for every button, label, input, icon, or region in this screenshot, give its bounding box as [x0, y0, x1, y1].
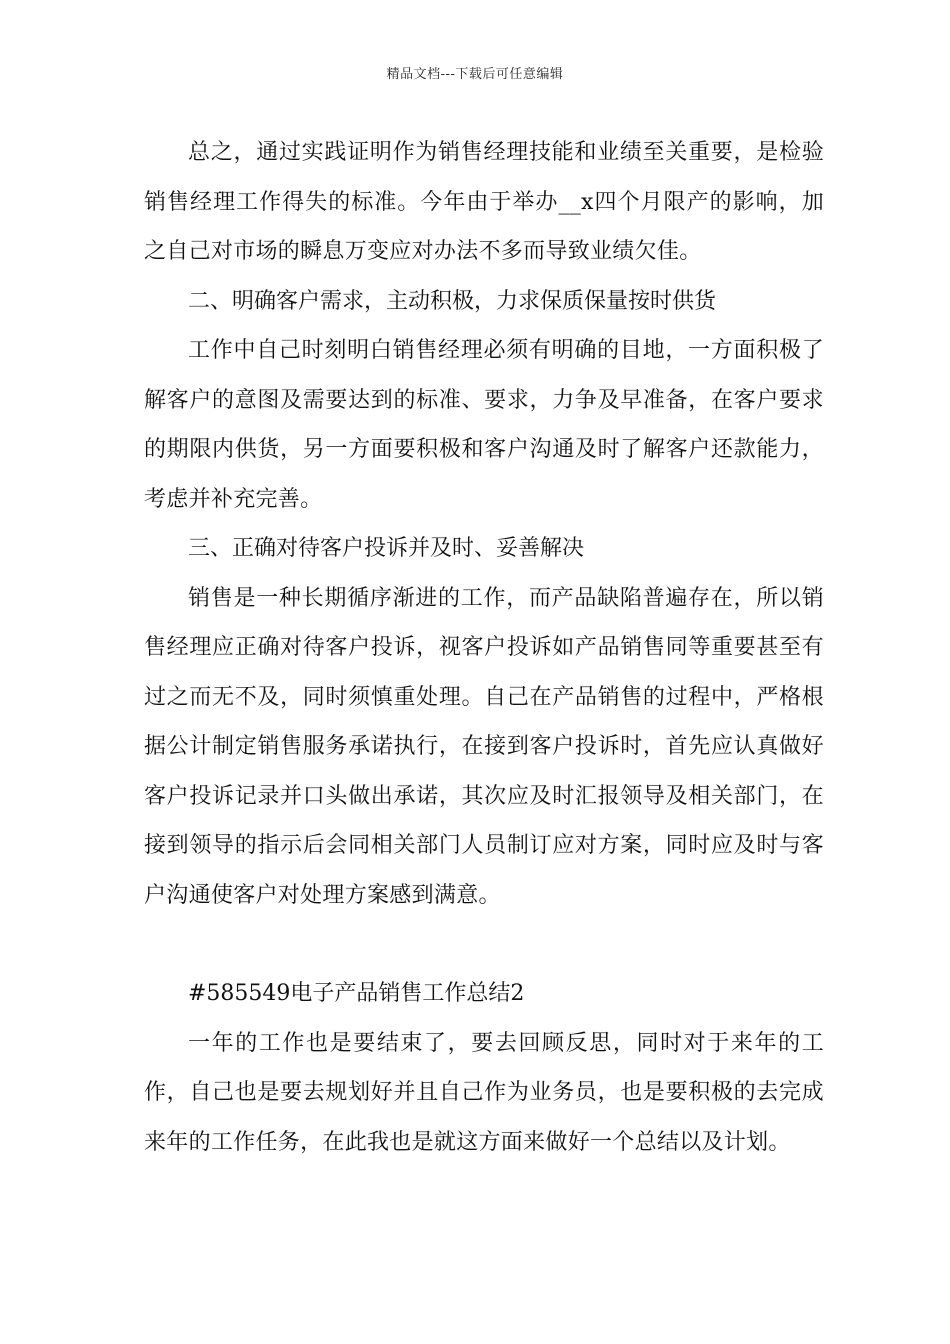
paragraph-summary: 总之，通过实践证明作为销售经理技能和业绩至关重要，是检验销售经理工作得失的标准。今年由于举办__x四个月限产的影响，加之自己对市场的瞬息万变应对办法不多而导致业绩欠佳。 — [144, 140, 824, 264]
section-spacer — [144, 920, 824, 969]
section-heading-complaints: 三、正确对待客户投诉并及时、妥善解决 — [188, 536, 585, 561]
paragraph-complaints: 销售是一种长期循序渐进的工作，而产品缺陷普遍存在，所以销售经理应正确对待客户投诉，视客户投诉如产品销售同等重要甚至有过之而无不及，同时须慎重处理。自己在产品销售的过程中，严格根据公计制定销售服务承诺执行，在接到客户投诉时，首先应认真做好客户投诉记录并口头做出承诺，其次应及时汇报领导及相关部门，在接到领导的指示后会同相关部门人员制订应对方案，同时应及时与客户沟通使客户对处理方案感到满意。 — [144, 585, 824, 908]
paragraph-customer-needs: 工作中自己时刻明白销售经理必须有明确的目地，一方面积极了解客户的意图及需要达到的标准、要求，力争及早准备，在客户要求的期限内供货，另一方面要积极和客户沟通及时了解客户还款能力，考虑并补充完善。 — [144, 338, 824, 512]
section-heading-customer-needs: 二、明确客户需求，主动积极，力求保质保量按时供货 — [188, 288, 717, 314]
page-header: 精品文档---下载后可任意编辑 — [386, 67, 564, 82]
paragraph-year-review: 一年的工作也是要结束了，要去回顾反思，同时对于来年的工作，自己也是要去规划好并且自己作为业务员，也是要积极的去完成来年的工作任务，在此我也是就这方面来做好一个总结以及计划。 — [144, 1030, 824, 1155]
document-body — [144, 128, 824, 1167]
document-title-2: #585549电子产品销售工作总结2 — [188, 981, 525, 1006]
